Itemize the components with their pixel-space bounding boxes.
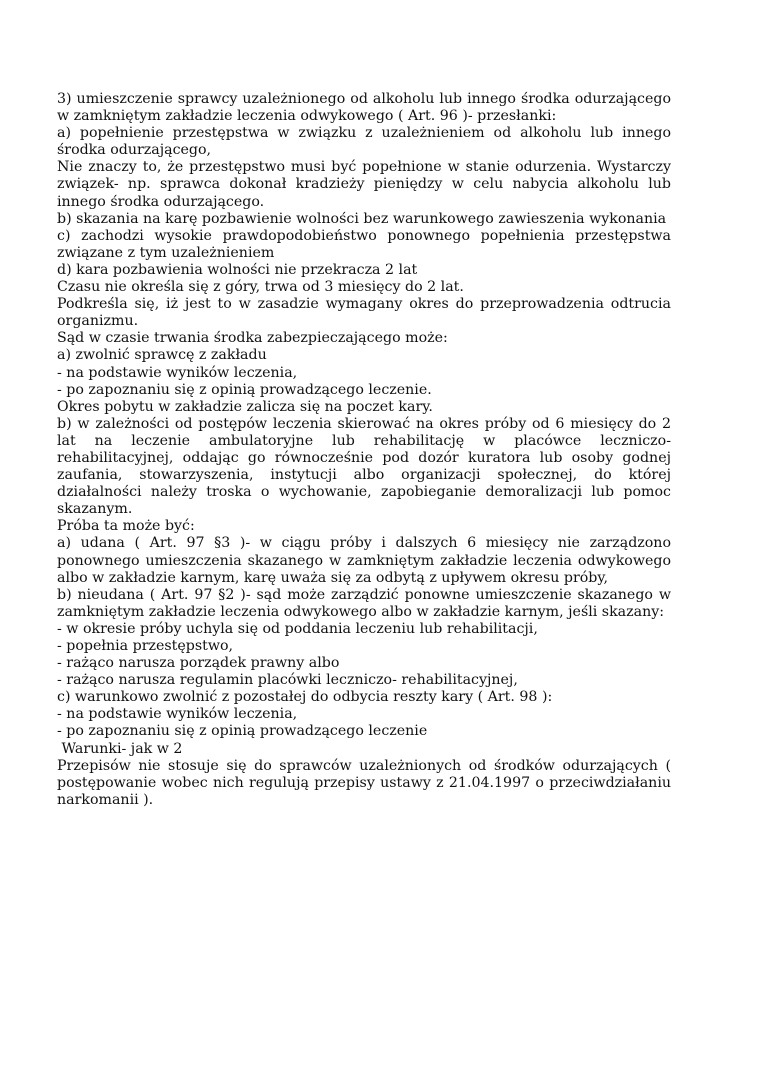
paragraph-condition-b: b) skazania na karę pozbawienie wolności bez warunkowego zawieszenia wykonania [57, 210, 667, 227]
paragraph-condition-c: c) zachodzi wysokie prawdopodobieństwo ponownego popełnienia przestępstwa związane z tym uzależnieniem [57, 227, 671, 261]
paragraph-detox: Podkreśla się, iż jest to w zasadzie wymagany okres do przeprowadzenia odtrucia organizmu. [57, 296, 671, 330]
paragraph-condition-d: d) kara pozbawienia wolności nie przekracza 2 lat [57, 261, 418, 278]
list-item: - popełnia przestępstwo, [57, 638, 234, 654]
paragraph-conditional-release-c: c) warunkowo zwolnić z pozostałej do odbycia reszty kary ( Art. 98 ): [57, 689, 553, 706]
list-item: - na podstawie wyników leczenia, [57, 706, 298, 723]
paragraph-trial-success: a) udana ( Art. 97 §3 )- w ciągu próby i dalszych 6 miesięcy nie zarządzono ponownego umieszczenia skazanego w zamkniętym zakładzie leczenia odwykowego albo w zakładzie karnym, karę uważa się za odbytą z upływem okresu próby, [57, 535, 671, 586]
paragraph-probation-b: b) w zależności od postępów leczenia skierować na okres próby od 6 miesięcy do 2 lat na leczenie ambulatoryjne lub rehabilitację w placówce leczniczo-rehabilitacyjnej, oddając go równocześnie pod dozór kuratora lub osoby godnej zaufania, stowarzyszenia, instytucji albo organizacji społecznej, do której działalności należy troska o wychowanie, zapobieganie demoralizacji lub pomoc skazanym. [57, 415, 671, 518]
document-page [57, 91, 671, 809]
paragraph-trial-may-be: Próba ta może być: [57, 518, 195, 535]
list-item: - po zapoznaniu się z opinią prowadzącego leczenie [57, 723, 428, 740]
list-item: - rażąco narusza regulamin placówki leczniczo- rehabilitacyjnej, [57, 672, 518, 689]
paragraph-conditions: Warunki- jak w 2 [57, 740, 183, 757]
paragraph-release-a: a) zwolnić sprawcę z zakładu [57, 347, 267, 364]
paragraph-art96-intro: 3) umieszczenie sprawcy uzależnionego od alkoholu lub innego środka odurzającego w zamkniętym zakładzie leczenia odwykowego ( Art. 96 )- przesłanki: [57, 91, 671, 125]
paragraph-trial-failure: b) nieudana ( Art. 97 §2 )- sąd może zarządzić ponowne umieszczenie skazanego w zamkniętym zakładzie leczenia odwykowego albo w zakładzie karnym, jeśli skazany: [57, 586, 671, 620]
list-item: - rażąco narusza porządek prawny albo [57, 655, 340, 672]
list-item: - po zapoznaniu się z opinią prowadzącego leczenie. [57, 381, 432, 398]
paragraph-court-may: Sąd w czasie trwania środka zabezpieczającego może: [57, 330, 448, 347]
list-item: - w okresie próby uchyla się od poddania leczeniu lub rehabilitacji, [57, 620, 538, 637]
paragraph-narcotics-note: Przepisów nie stosuje się do sprawców uzależnionych od środków odurzających ( postępowanie wobec nich regulują przepisy ustawy z 21.04.1997 o przeciwdziałaniu narkomanii ). [57, 757, 671, 808]
list-item: - na podstawie wyników leczenia, [57, 364, 298, 381]
paragraph-condition-a: a) popełnienie przestępstwa w związku z uzależnieniem od alkoholu lub innego środka odurzającego, [57, 125, 671, 159]
paragraph-explanation: Nie znaczy to, że przestępstwo musi być popełnione w stanie odurzenia. Wystarczy związek- np. sprawca dokonał kradzieży pieniędzy w celu nabycia alkoholu lub innego środka odurzającego. [57, 159, 671, 210]
paragraph-stay-counted: Okres pobytu w zakładzie zalicza się na poczet kary. [57, 398, 433, 415]
paragraph-duration: Czasu nie określa się z góry, trwa od 3 miesięcy do 2 lat. [57, 279, 464, 296]
